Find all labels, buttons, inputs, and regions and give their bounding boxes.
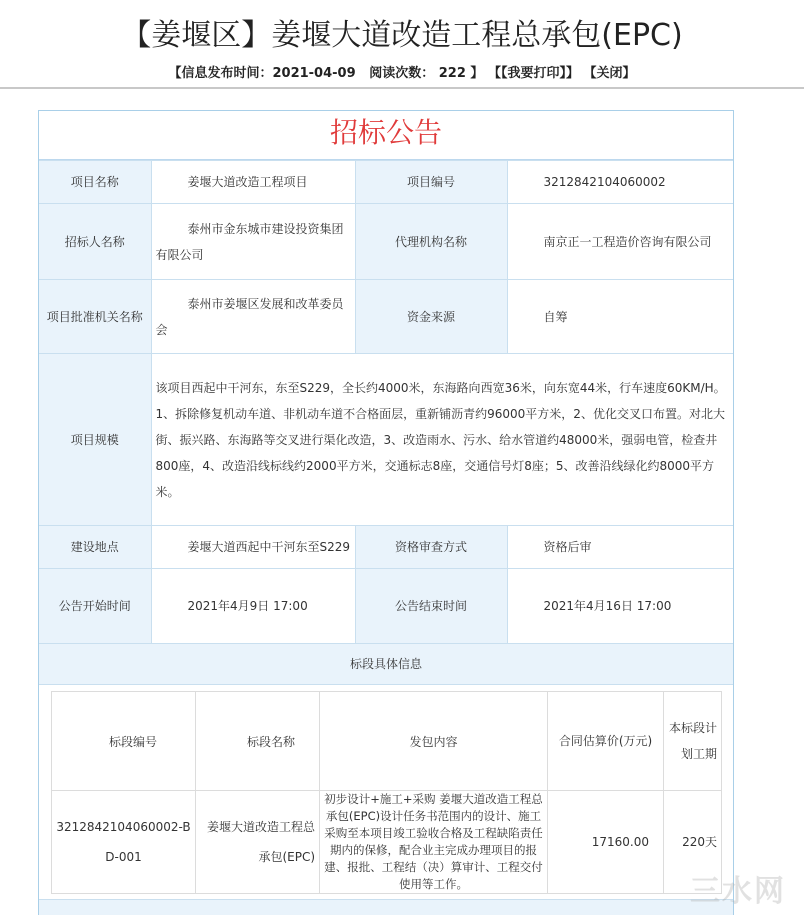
table-row [39,354,733,526]
end-value: 2021年4月16日 17:00 [543,599,672,613]
agency-label: 代理机构名称 [355,204,507,280]
notice-info-table [39,160,733,644]
lot-period-header: 本标段计划工期 [664,692,722,791]
lot-budget-header: 合同估算价(万元) [548,692,664,791]
project-name-value: 姜堰大道改造工程项目 [187,175,308,189]
lot-name-header: 标段名称 [196,692,320,791]
tenderer-value: 泰州市金东城市建设投资集团有限公司 [155,221,344,262]
project-name-label: 项目名称 [39,161,151,204]
project-no-label: 项目编号 [355,161,507,204]
scale-label: 项目规模 [39,354,151,526]
lots-table [51,691,722,894]
print-link[interactable]: 【【我要打印】】 [487,66,579,81]
watermark: 三水网 [690,874,786,909]
lot-budget: 17160.00 [548,791,664,894]
table-row [39,526,733,569]
start-label: 公告开始时间 [39,569,151,644]
funding-label: 资金来源 [355,280,507,354]
table-row [39,569,733,644]
scale-value: 该项目西起中干河东，东至S229，全长约4000米，东海路向西宽36米，向东宽44米，行车速度60KM/H。1、拆除修复机动车道、非机动车道不合格面层，重新铺沥青约96000平方米，2、优化交叉口布置。对北大街、振兴路、东海路等交叉进行渠化改造，3、改造雨水、污水、给水管道约48000米，强弱电管，检查井800座，4、改造沿线标线约2000平方米，交通标志8座，交通信号灯8座；5、改善沿线绿化约8000平方米。 [155,380,726,499]
header-divider [0,87,804,89]
lot-period: 220天 [664,791,722,894]
approval-label: 项目批准机关名称 [39,280,151,354]
meta-bar [0,62,804,81]
review-label: 资格审查方式 [355,526,507,569]
table-row [39,204,733,280]
location-label: 建设地点 [39,526,151,569]
lots-heading: 标段具体信息 [39,644,733,685]
lot-name: 姜堰大道改造工程总承包(EPC) [196,791,320,894]
end-label: 公告结束时间 [355,569,507,644]
tender-notice [38,110,734,915]
publish-info: 【信息发布时间：2021-04-09 阅读次数： 222 】 [168,66,484,81]
tenderer-label: 招标人名称 [39,204,151,280]
lot-code-header: 标段编号 [52,692,196,791]
review-value: 资格后审 [543,540,592,554]
approval-value: 泰州市姜堰区发展和改革委员会 [155,296,344,337]
funding-value: 自筹 [543,309,568,324]
lot-content-header: 发包内容 [320,692,548,791]
close-link[interactable]: 【关闭】 [583,66,636,81]
lot-content: 初步设计+施工+采购 姜堰大道改造工程总承包(EPC)设计任务书范围内的设计、施工采购至本项目竣工验收合格及工程缺陷责任期内的保修，配合业主完成办理项目的报建、报批、工程结（决）算审计、工程交付使用等工作。 [320,791,548,894]
notice-title: 招标公告 [39,111,733,160]
location-value: 姜堰大道西起中干河东至S229 [187,540,351,554]
lot-code: 3212842104060002-BD-001 [52,791,196,894]
agency-value: 南京正一工程造价咨询有限公司 [543,234,712,249]
lots-header-row [52,692,722,791]
table-row [39,280,733,354]
table-bottom-band [39,899,733,915]
start-value: 2021年4月9日 17:00 [187,599,308,613]
table-row [52,791,722,894]
project-no-value: 3212842104060002 [543,175,666,189]
table-row [39,161,733,204]
page-title: 【姜堰区】姜堰大道改造工程总承包(EPC) [121,18,683,53]
